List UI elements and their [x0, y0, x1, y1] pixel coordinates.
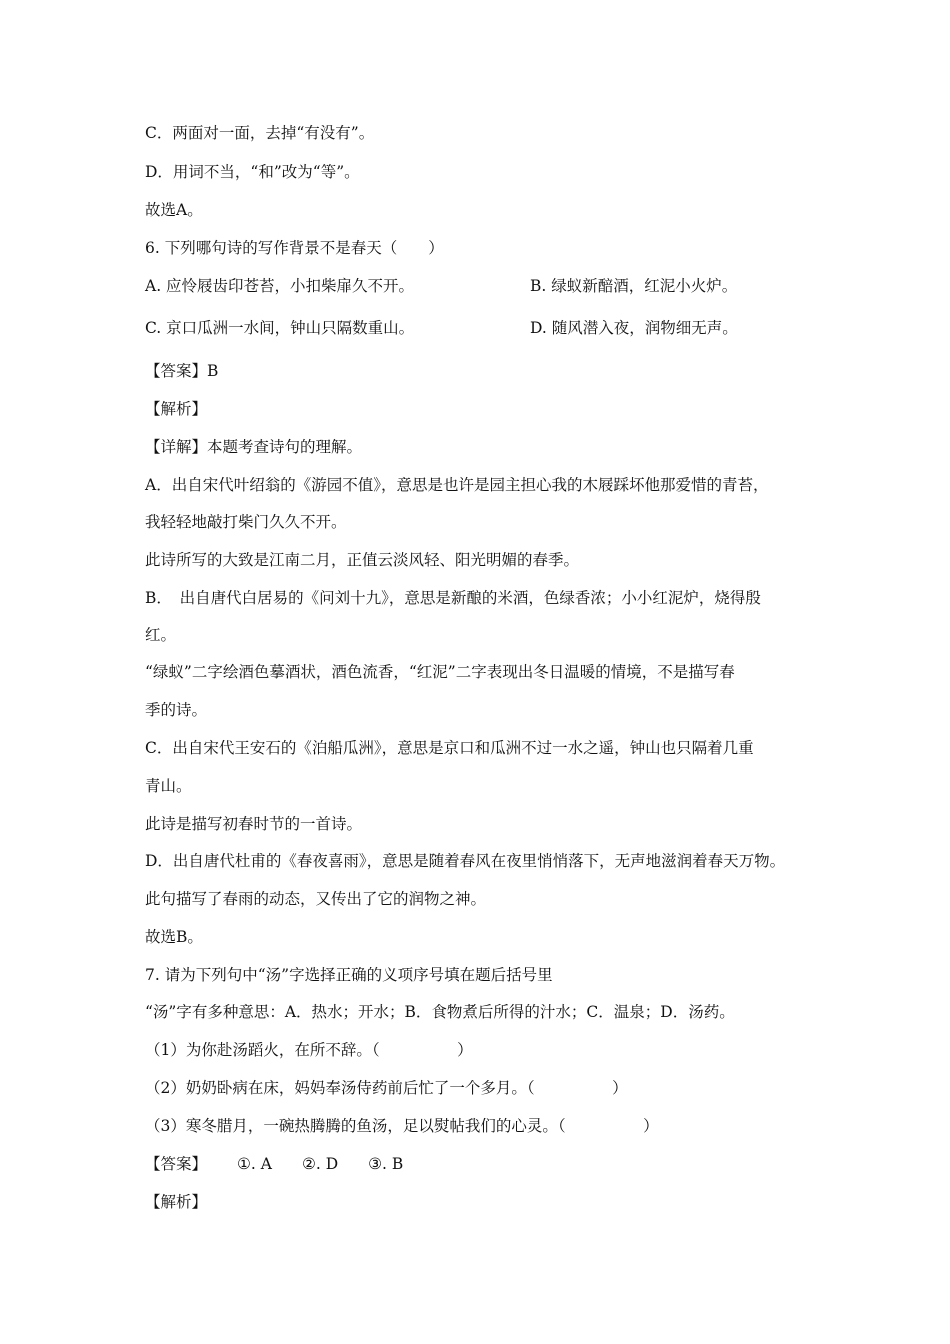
analysis-label: 【解析】: [145, 400, 208, 418]
answer-item: ①. A: [237, 1155, 272, 1173]
answer-label: 【答案】: [145, 1155, 208, 1173]
text-line: 红。: [145, 626, 177, 644]
text-line: B． 出自唐代白居易的《问刘十九》，意思是新酿的米酒，色绿香浓；小小红泥炉，烧得殷: [145, 589, 761, 607]
option-d: D. 随风潜入夜，润物细无声。: [530, 319, 738, 337]
text-line: 此诗是描写初春时节的一首诗。: [145, 815, 363, 833]
answer-item: ②. D: [301, 1155, 339, 1173]
text-line: 故选B。: [145, 928, 203, 946]
text-line: D．出自唐代杜甫的《春夜喜雨》，意思是随着春风在夜里悄悄落下，无声地滋润着春天万物。: [145, 852, 786, 870]
sub-question-1: （1）为你赴汤蹈火，在所不辞。（ ）: [145, 1041, 473, 1059]
text-line: 此诗所写的大致是江南二月，正值云淡风轻、阳光明媚的春季。: [145, 551, 580, 569]
sub-question-3: （3）寒冬腊月，一碗热腾腾的鱼汤，足以熨帖我们的心灵。（ ）: [145, 1117, 659, 1135]
text-line: 青山。: [145, 777, 192, 795]
text-line: A．出自宋代叶绍翁的《游园不值》，意思是也许是园主担心我的木屐踩坏他那爱惜的青苔，: [145, 476, 769, 494]
option-c: C. 京口瓜洲一水间，钟山只隔数重山。: [145, 319, 415, 337]
option-a: A. 应怜屐齿印苍苔，小扣柴扉久不开。: [145, 277, 415, 295]
text-line: C．两面对一面，去掉“有没有”。: [145, 124, 375, 142]
text-line: 此句描写了春雨的动态，又传出了它的润物之神。: [145, 890, 487, 908]
text-line: 我轻轻地敲打柴门久久不开。: [145, 513, 347, 531]
text-line: “绿蚁”二字绘酒色摹酒状，酒色流香，“红泥”二字表现出冬日温暖的情境，不是描写春: [145, 663, 735, 681]
option-b: B. 绿蚁新醅酒，红泥小火炉。: [530, 277, 738, 295]
text-line: D．用词不当，“和”改为“等”。: [145, 163, 360, 181]
answer-row: [145, 1153, 403, 1175]
question-7-stem: 7. 请为下列句中“汤”字选择正确的义项序号填在题后括号里: [145, 966, 553, 984]
answer-label: 【答案】B: [145, 362, 219, 380]
text-line: “汤”字有多种意思：A．热水；开水；B．食物煮后所得的汁水；C．温泉；D．汤药。: [145, 1003, 735, 1021]
answer-item: ③. B: [368, 1155, 404, 1173]
text-line: 【详解】本题考查诗句的理解。: [145, 438, 363, 456]
analysis-label: 【解析】: [145, 1193, 208, 1211]
question-6-stem: 6. 下列哪句诗的写作背景不是春天（ ）: [145, 239, 444, 257]
text-line: 季的诗。: [145, 701, 208, 719]
text-line: 故选A。: [145, 201, 203, 219]
sub-question-2: （2）奶奶卧病在床，妈妈奉汤侍药前后忙了一个多月。（ ）: [145, 1079, 628, 1097]
text-line: C．出自宋代王安石的《泊船瓜洲》，意思是京口和瓜洲不过一水之遥，钟山也只隔着几重: [145, 739, 754, 757]
